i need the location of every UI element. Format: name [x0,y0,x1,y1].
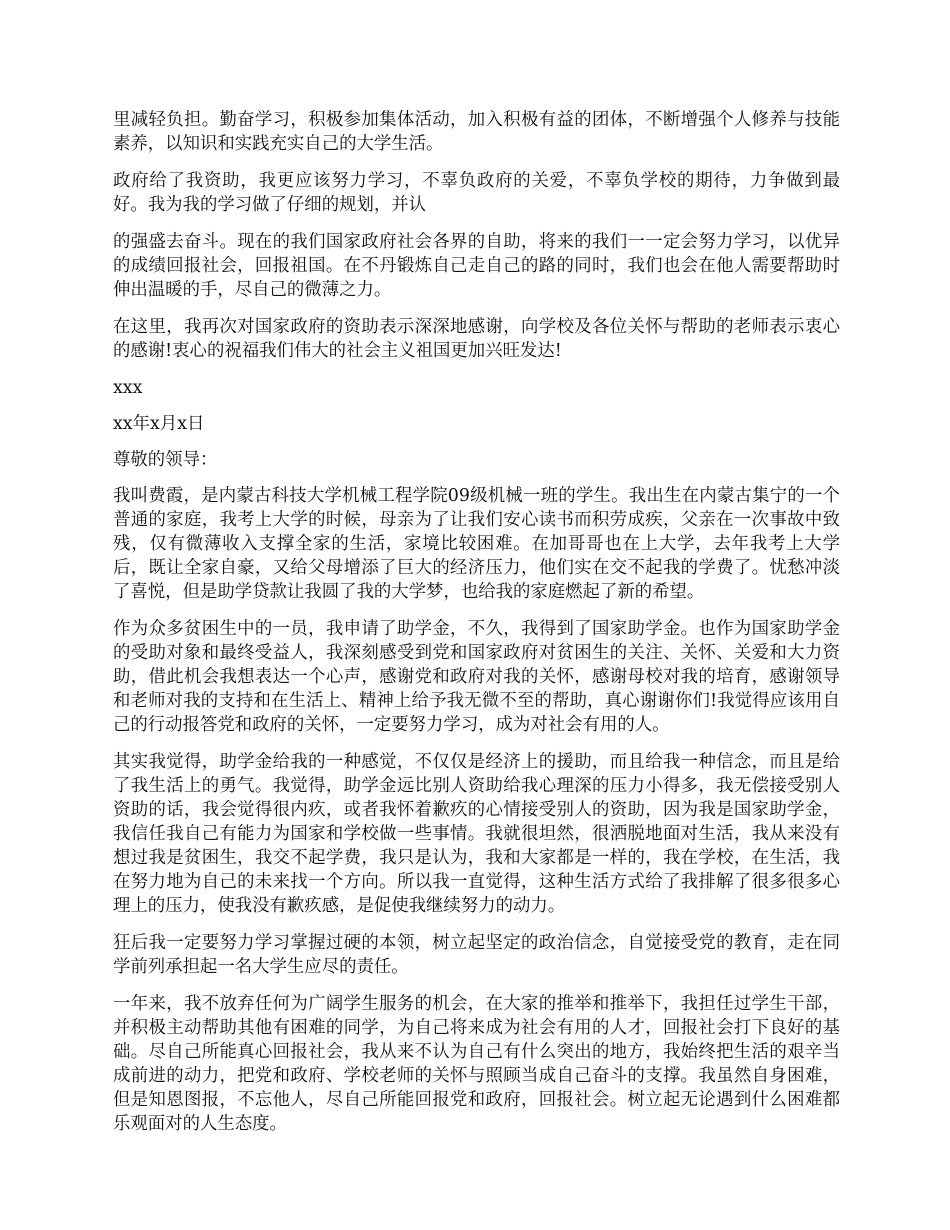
paragraph-service: 一年来，我不放弃任何为广阔学生服务的机会，在大家的推举和推举下，我担任过学生干部，并积极主动帮助其他有困难的同学，为自己将来成为社会有用的人才，回报社会打下良好的基础。尽自己所能真心回报社会，我从来不认为自己有什么突出的地方，我始终把生活的艰辛当成前进的动力，把党和政府、学校老师的关怀与照顾当成自己奋斗的支撑。我虽然自身困难，但是知恩图报，不忘他人，尽自己所能回报党和政府，回报社会。树立起无论遇到什么困难都乐观面对的人生态度。 [113,994,840,1134]
paragraph-resolution: 狂后我一定要努力学习掌握过硬的本领，树立起坚定的政治信念，自觉接受党的教育，走在同学前列承担起一名大学生应尽的责任。 [113,933,840,977]
paragraph-continuation: 里减轻负担。勤奋学习，积极参加集体活动，加入积极有益的团体，不断增强个人修养与技能素养，以知识和实践充实自己的大学生活。 [113,110,840,154]
salutation: 尊敬的领导： [113,450,218,470]
signature-name: xxx [113,378,143,398]
document-body [113,108,840,1149]
paragraph-study-plan: 政府给了我资助，我更应该努力学习，不辜负政府的关爱，不辜负学校的期待，力争做到最好。我为我的学习做了仔细的规划，并认 [113,171,840,215]
paragraph-self-introduction: 我叫费霞，是内蒙古科技大学机械工程学院09级机械一班的学生。我出生在内蒙古集宁的一个普通的家庭，我考上大学的时候，母亲为了让我们安心读书而积劳成疾，父亲在一次事故中致残，仅有微薄收入支撑全家的生活，家境比较困难。在加哥哥也在上大学，去年我考上大学后，既让全家自豪，又给父母增添了巨大的经济压力，他们实在交不起我的学费了。忧愁冲淡了喜悦，但是助学贷款让我圆了我的大学梦，也给我的家庭燃起了新的希望。 [113,486,840,602]
paragraph-repay-society: 的强盛去奋斗。现在的我们国家政府社会各界的自助，将来的我们一一定会努力学习，以优异的成绩回报社会，回报祖国。在不丹锻炼自己走自己的路的同时，我们也会在他人需要帮助时伸出温暖的手，尽自己的微薄之力。 [113,232,840,300]
paragraph-gratitude: 在这里，我再次对国家政府的资助表示深深地感谢，向学校及各位关怀与帮助的老师表示衷心的感谢!衷心的祝福我们伟大的社会主义祖国更加兴旺发达! [113,317,840,361]
paragraph-feelings: 其实我觉得，助学金给我的一种感觉，不仅仅是经济上的援助，而且给我一种信念，而且是给了我生活上的勇气。我觉得，助学金远比别人资助给我心理深的压力小得多，我无偿接受别人资助的话，我会觉得很内疚，或者我怀着歉疚的心情接受别人的资助，因为我是国家助学金，我信任我自己有能力为国家和学校做一些事情。我就很坦然，很洒脱地面对生活，我从来没有想过我是贫困生，我交不起学费，我只是认为，我和大家都是一样的，我在学校，在生活，我在努力地为自己的未来找一个方向。所以我一直觉得，这种生活方式给了我排解了很多很多心理上的压力，使我没有歉疚感，是促使我继续努力的动力。 [113,752,840,916]
paragraph-grant-received: 作为众多贫困生中的一员，我申请了助学金，不久，我得到了国家助学金。也作为国家助学金的受助对象和最终受益人，我深刻感受到党和国家政府对贫困生的关注、关怀、关爱和大力资助，借此机会我想表达一个心声，感谢党和政府对我的关怀，感谢母校对我的培育，感谢领导和老师对我的支持和在生活上、精神上给予我无微不至的帮助，真心谢谢你们!我觉得应该用自己的行动报答党和政府的关怀，一定要努力学习，成为对社会有用的人。 [113,619,840,735]
signature-date: xx年x月x日 [113,414,205,434]
